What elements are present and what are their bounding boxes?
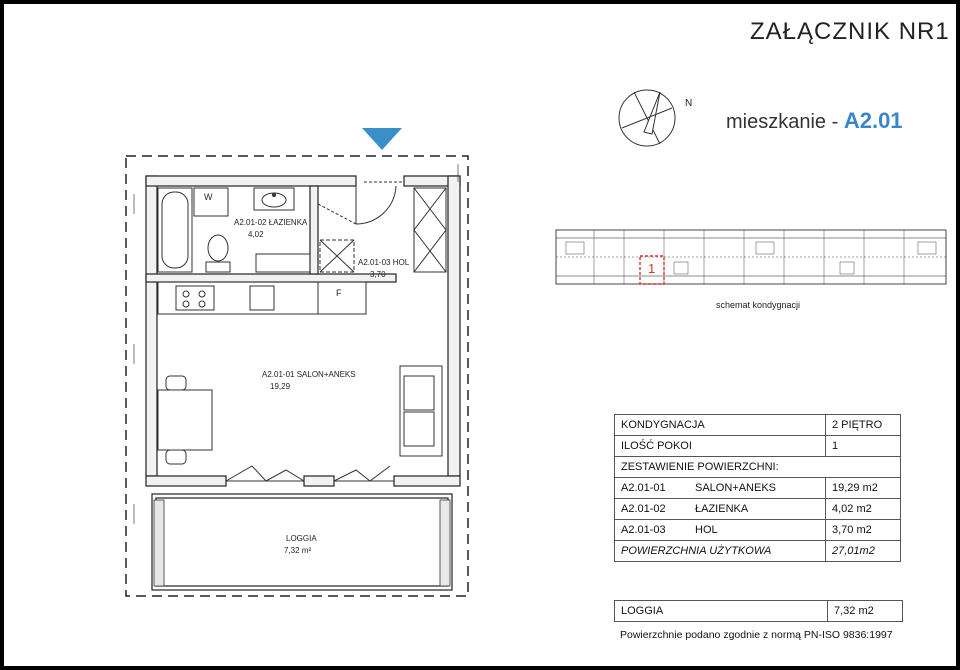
sofa-icon bbox=[400, 366, 442, 456]
floor-value: 2 PIĘTRO bbox=[826, 415, 901, 436]
table-row bbox=[615, 499, 901, 520]
loggia-table bbox=[614, 600, 903, 622]
dining-table-icon bbox=[158, 376, 212, 464]
document-sheet bbox=[4, 4, 956, 666]
room-area-bathroom: 4,02 bbox=[248, 230, 264, 239]
rooms-count-label: ILOŚĆ POKOI bbox=[615, 436, 826, 457]
entrance-marker-icon bbox=[362, 128, 402, 150]
table-row bbox=[615, 541, 901, 562]
total-area-value: 27,01m2 bbox=[826, 541, 901, 562]
floor-schematic bbox=[556, 230, 946, 284]
table-row bbox=[615, 601, 903, 622]
room-code: A2.01-03 bbox=[615, 520, 690, 541]
table-row bbox=[615, 478, 901, 499]
sink-icon bbox=[254, 188, 294, 210]
bathtub-icon bbox=[158, 188, 192, 272]
room-code: A2.01-02 bbox=[615, 499, 690, 520]
loggia-balustrade bbox=[154, 500, 450, 586]
entry-door-icon bbox=[318, 186, 396, 224]
room-area-living: 19,29 bbox=[270, 382, 291, 391]
bathroom-counter bbox=[256, 254, 310, 272]
kitchen-sink-icon bbox=[250, 286, 274, 310]
table-row bbox=[615, 436, 901, 457]
unit-marker-number: 1 bbox=[648, 261, 656, 276]
room-label-hall: A2.01-03 HOL bbox=[358, 258, 410, 267]
summary-table bbox=[614, 414, 901, 562]
room-code: A2.01-01 bbox=[615, 478, 690, 499]
footnote: Powierzchnie podano zgodnie z normą PN-ISO 9836:1997 bbox=[620, 629, 893, 641]
page-title: ZAŁĄCZNIK NR1 bbox=[750, 18, 950, 45]
loggia-label: LOGGIA bbox=[615, 601, 828, 622]
rooms-count-value: 1 bbox=[826, 436, 901, 457]
room-area-loggia: 7,32 m² bbox=[284, 546, 312, 555]
kitchen-counter bbox=[158, 282, 366, 314]
schematic-label: schemat kondygnacji bbox=[716, 300, 801, 310]
room-name: HOL bbox=[689, 520, 826, 541]
room-area: 4,02 m2 bbox=[826, 499, 901, 520]
apartment-code: A2.01 bbox=[843, 108, 903, 133]
table-row bbox=[615, 415, 901, 436]
drawing-layer bbox=[4, 4, 956, 666]
cooktop-icon bbox=[176, 286, 214, 310]
north-label: N bbox=[685, 98, 693, 109]
compass-icon bbox=[619, 90, 675, 146]
table-row bbox=[615, 520, 901, 541]
room-area: 19,29 m2 bbox=[826, 478, 901, 499]
room-name: SALON+ANEKS bbox=[689, 478, 826, 499]
table-row bbox=[615, 457, 901, 478]
room-area: 3,70 m2 bbox=[826, 520, 901, 541]
washer-label: W bbox=[204, 192, 213, 202]
breakdown-header: ZESTAWIENIE POWIERZCHNI: bbox=[615, 457, 901, 478]
room-label-bathroom: A2.01-02 ŁAZIENKA bbox=[234, 218, 308, 227]
fridge-label: F bbox=[336, 288, 342, 298]
total-area-label: POWIERZCHNIA UŻYTKOWA bbox=[615, 541, 826, 562]
room-area-hall: 3,70 bbox=[370, 270, 386, 279]
room-name: ŁAZIENKA bbox=[689, 499, 826, 520]
room-label-living: A2.01-01 SALON+ANEKS bbox=[262, 370, 356, 379]
apartment-prefix: mieszkanie - bbox=[726, 111, 839, 133]
loggia-value: 7,32 m2 bbox=[828, 601, 903, 622]
room-label-loggia: LOGGIA bbox=[286, 534, 317, 543]
toilet-icon bbox=[206, 235, 230, 272]
floor-label: KONDYGNACJA bbox=[615, 415, 826, 436]
